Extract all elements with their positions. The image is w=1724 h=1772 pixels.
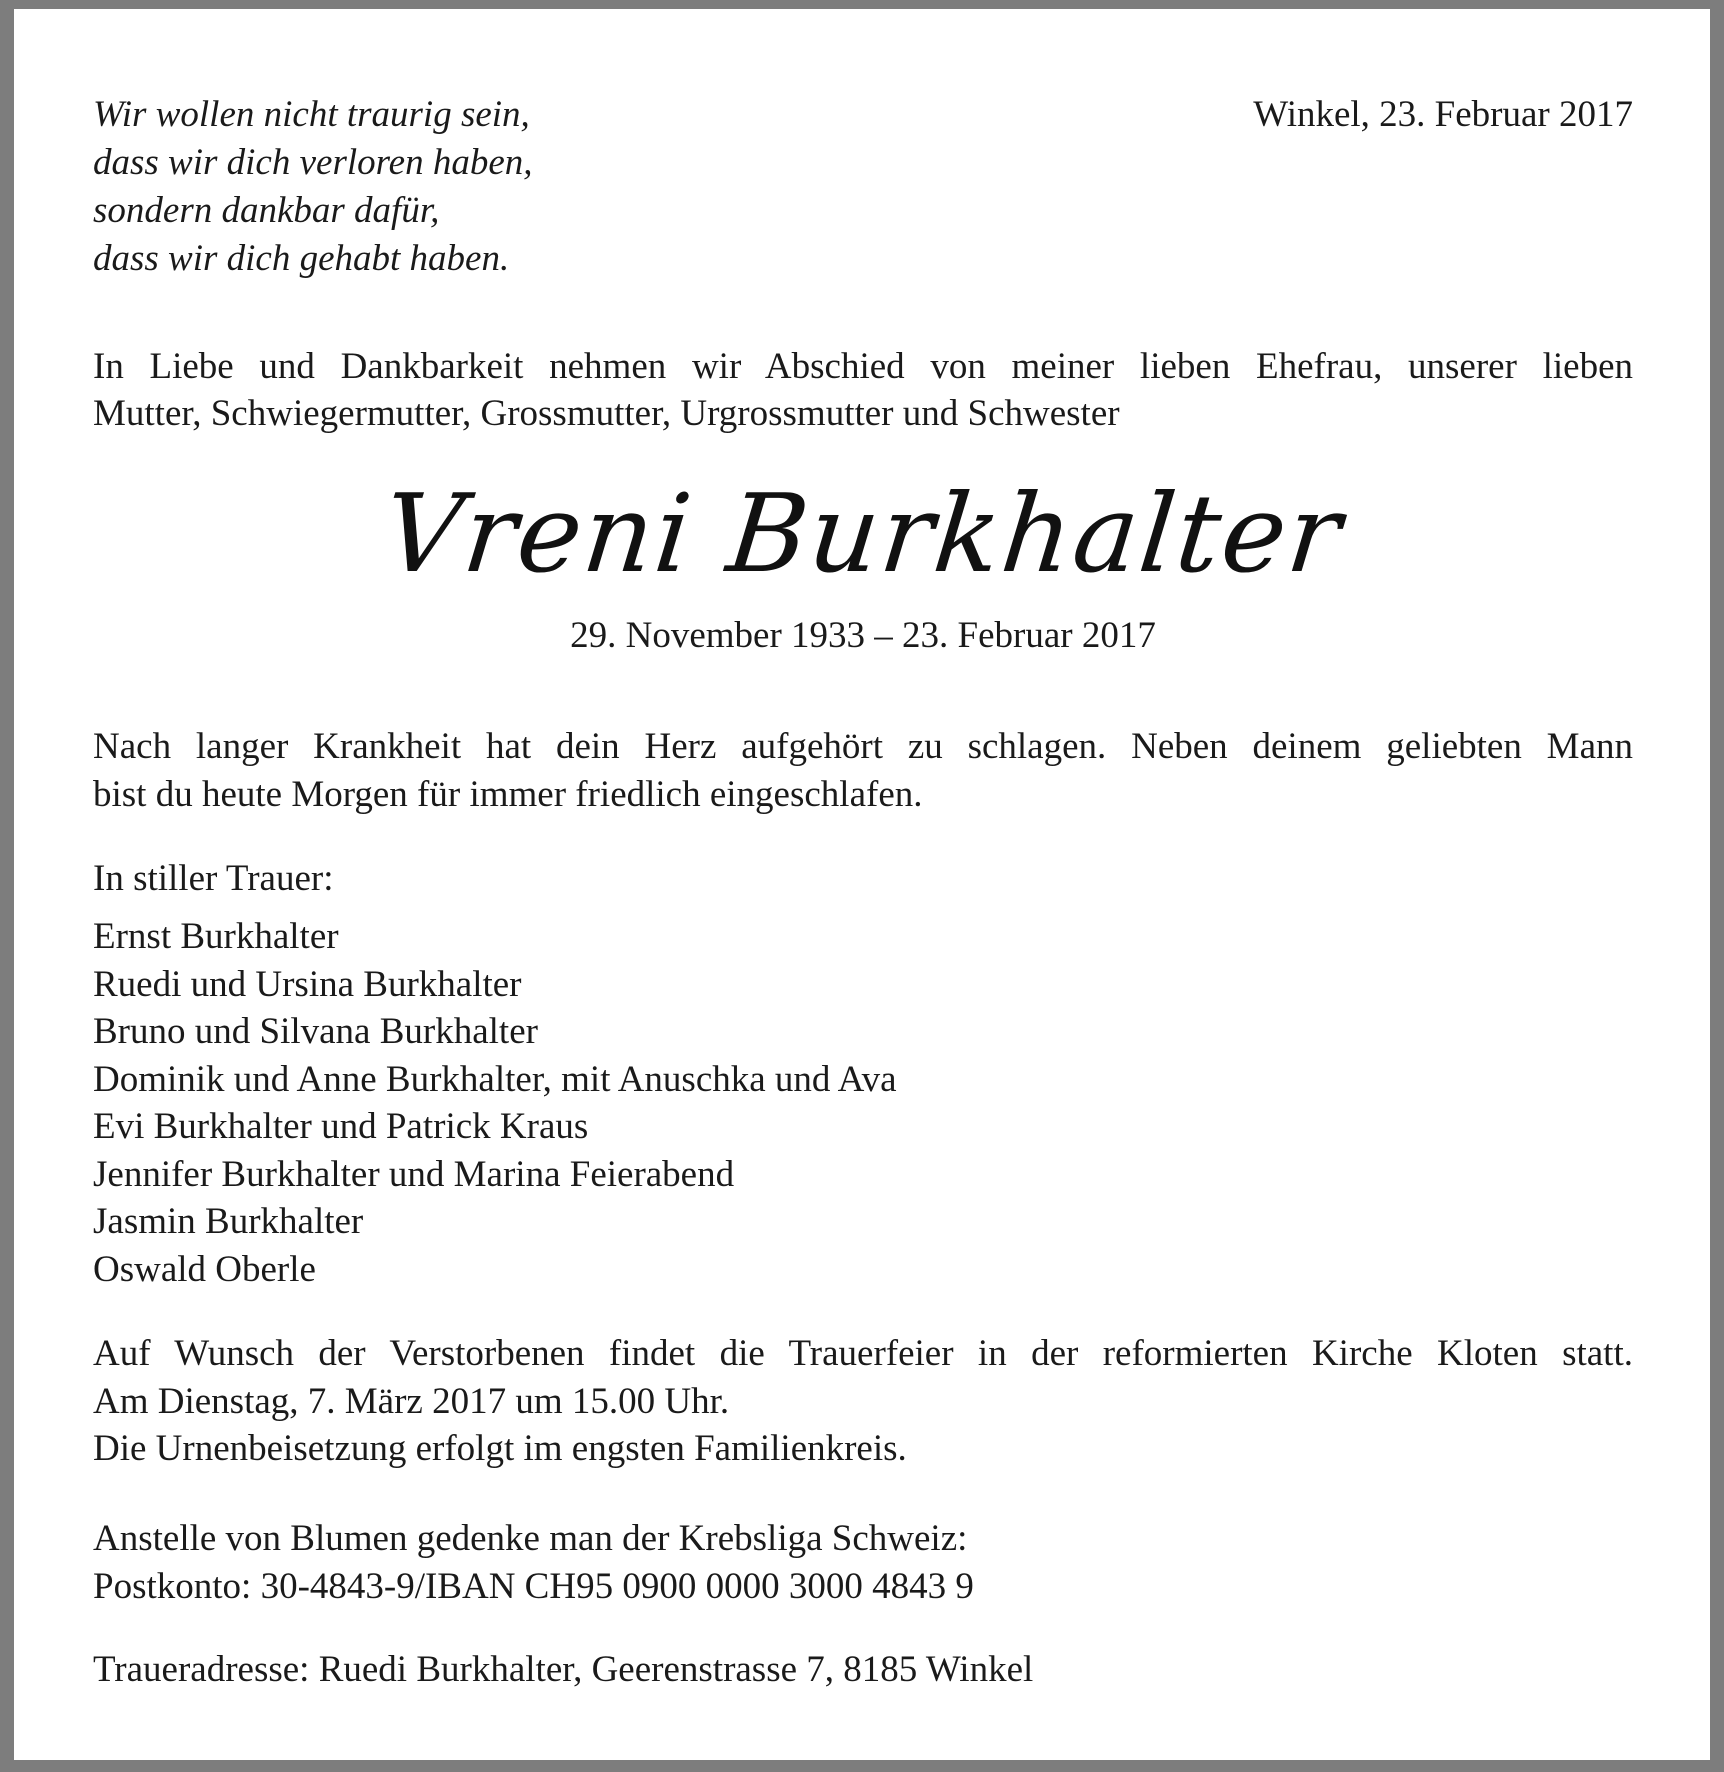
mourner-item: Jennifer Burkhalter und Marina Feierabend <box>93 1153 735 1195</box>
illness-line: Nach langer Krankheit hat dein Herz aufgehört zu schlagen. Neben deinem geliebten Mann <box>93 726 1633 767</box>
life-dates: 29. November 1933 – 23. Februar 2017 <box>570 615 1156 656</box>
donation-line: Anstelle von Blumen gedenke man der Krebsliga Schweiz: <box>93 1518 968 1559</box>
mourner-item: Oswald Oberle <box>93 1248 316 1290</box>
service-paragraph <box>93 1330 1633 1473</box>
mourner-item: Ruedi und Ursina Burkhalter <box>93 963 522 1005</box>
service-line: Auf Wunsch der Verstorbenen findet die Trauerfeier in der reformierten Kirche Kloten statt. <box>93 1333 1633 1374</box>
mourner-item: Jasmin Burkhalter <box>93 1201 364 1242</box>
mourning-label: In stiller Trauer: <box>93 858 334 899</box>
mourner-item: Bruno und Silvana Burkhalter <box>93 1011 538 1052</box>
motto-line: dass wir dich gehabt haben. <box>93 238 510 279</box>
donation-line: Postkonto: 30-4843-9/IBAN CH95 0900 0000 3000 4843 9 <box>93 1565 974 1607</box>
mourner-item: Evi Burkhalter und Patrick Kraus <box>93 1106 589 1147</box>
illness-paragraph <box>93 723 1633 818</box>
intro-line: In Liebe und Dankbarkeit nehmen wir Abschied von meiner lieben Ehefrau, unserer lieben <box>93 346 1633 387</box>
motto-line: Wir wollen nicht traurig sein, <box>93 94 530 135</box>
mourners-list <box>93 913 1633 1293</box>
donation-paragraph <box>93 1515 1633 1610</box>
mourner-item: Ernst Burkhalter <box>93 916 339 957</box>
mourner-item: Dominik und Anne Burkhalter, mit Anuschka und Ava <box>93 1058 897 1100</box>
mourning-address: Traueradresse: Ruedi Burkhalter, Geerenstrasse 7, 8185 Winkel <box>93 1649 1034 1690</box>
illness-line: bist du heute Morgen für immer friedlich eingeschlafen. <box>93 773 923 815</box>
service-line: Die Urnenbeisetzung erfolgt im engsten Familienkreis. <box>93 1428 907 1469</box>
motto-verse <box>93 91 533 283</box>
service-line: Am Dienstag, 7. März 2017 um 15.00 Uhr. <box>93 1380 730 1422</box>
deceased-name: Vreni Burkhalter <box>377 472 1349 597</box>
motto-line: dass wir dich verloren haben, <box>93 142 533 183</box>
intro-line: Mutter, Schwiegermutter, Grossmutter, Urgrossmutter und Schwester <box>93 393 1120 434</box>
place-date: Winkel, 23. Februar 2017 <box>1253 94 1633 135</box>
motto-line: sondern dankbar dafür, <box>93 190 440 231</box>
intro-paragraph <box>93 343 1633 437</box>
